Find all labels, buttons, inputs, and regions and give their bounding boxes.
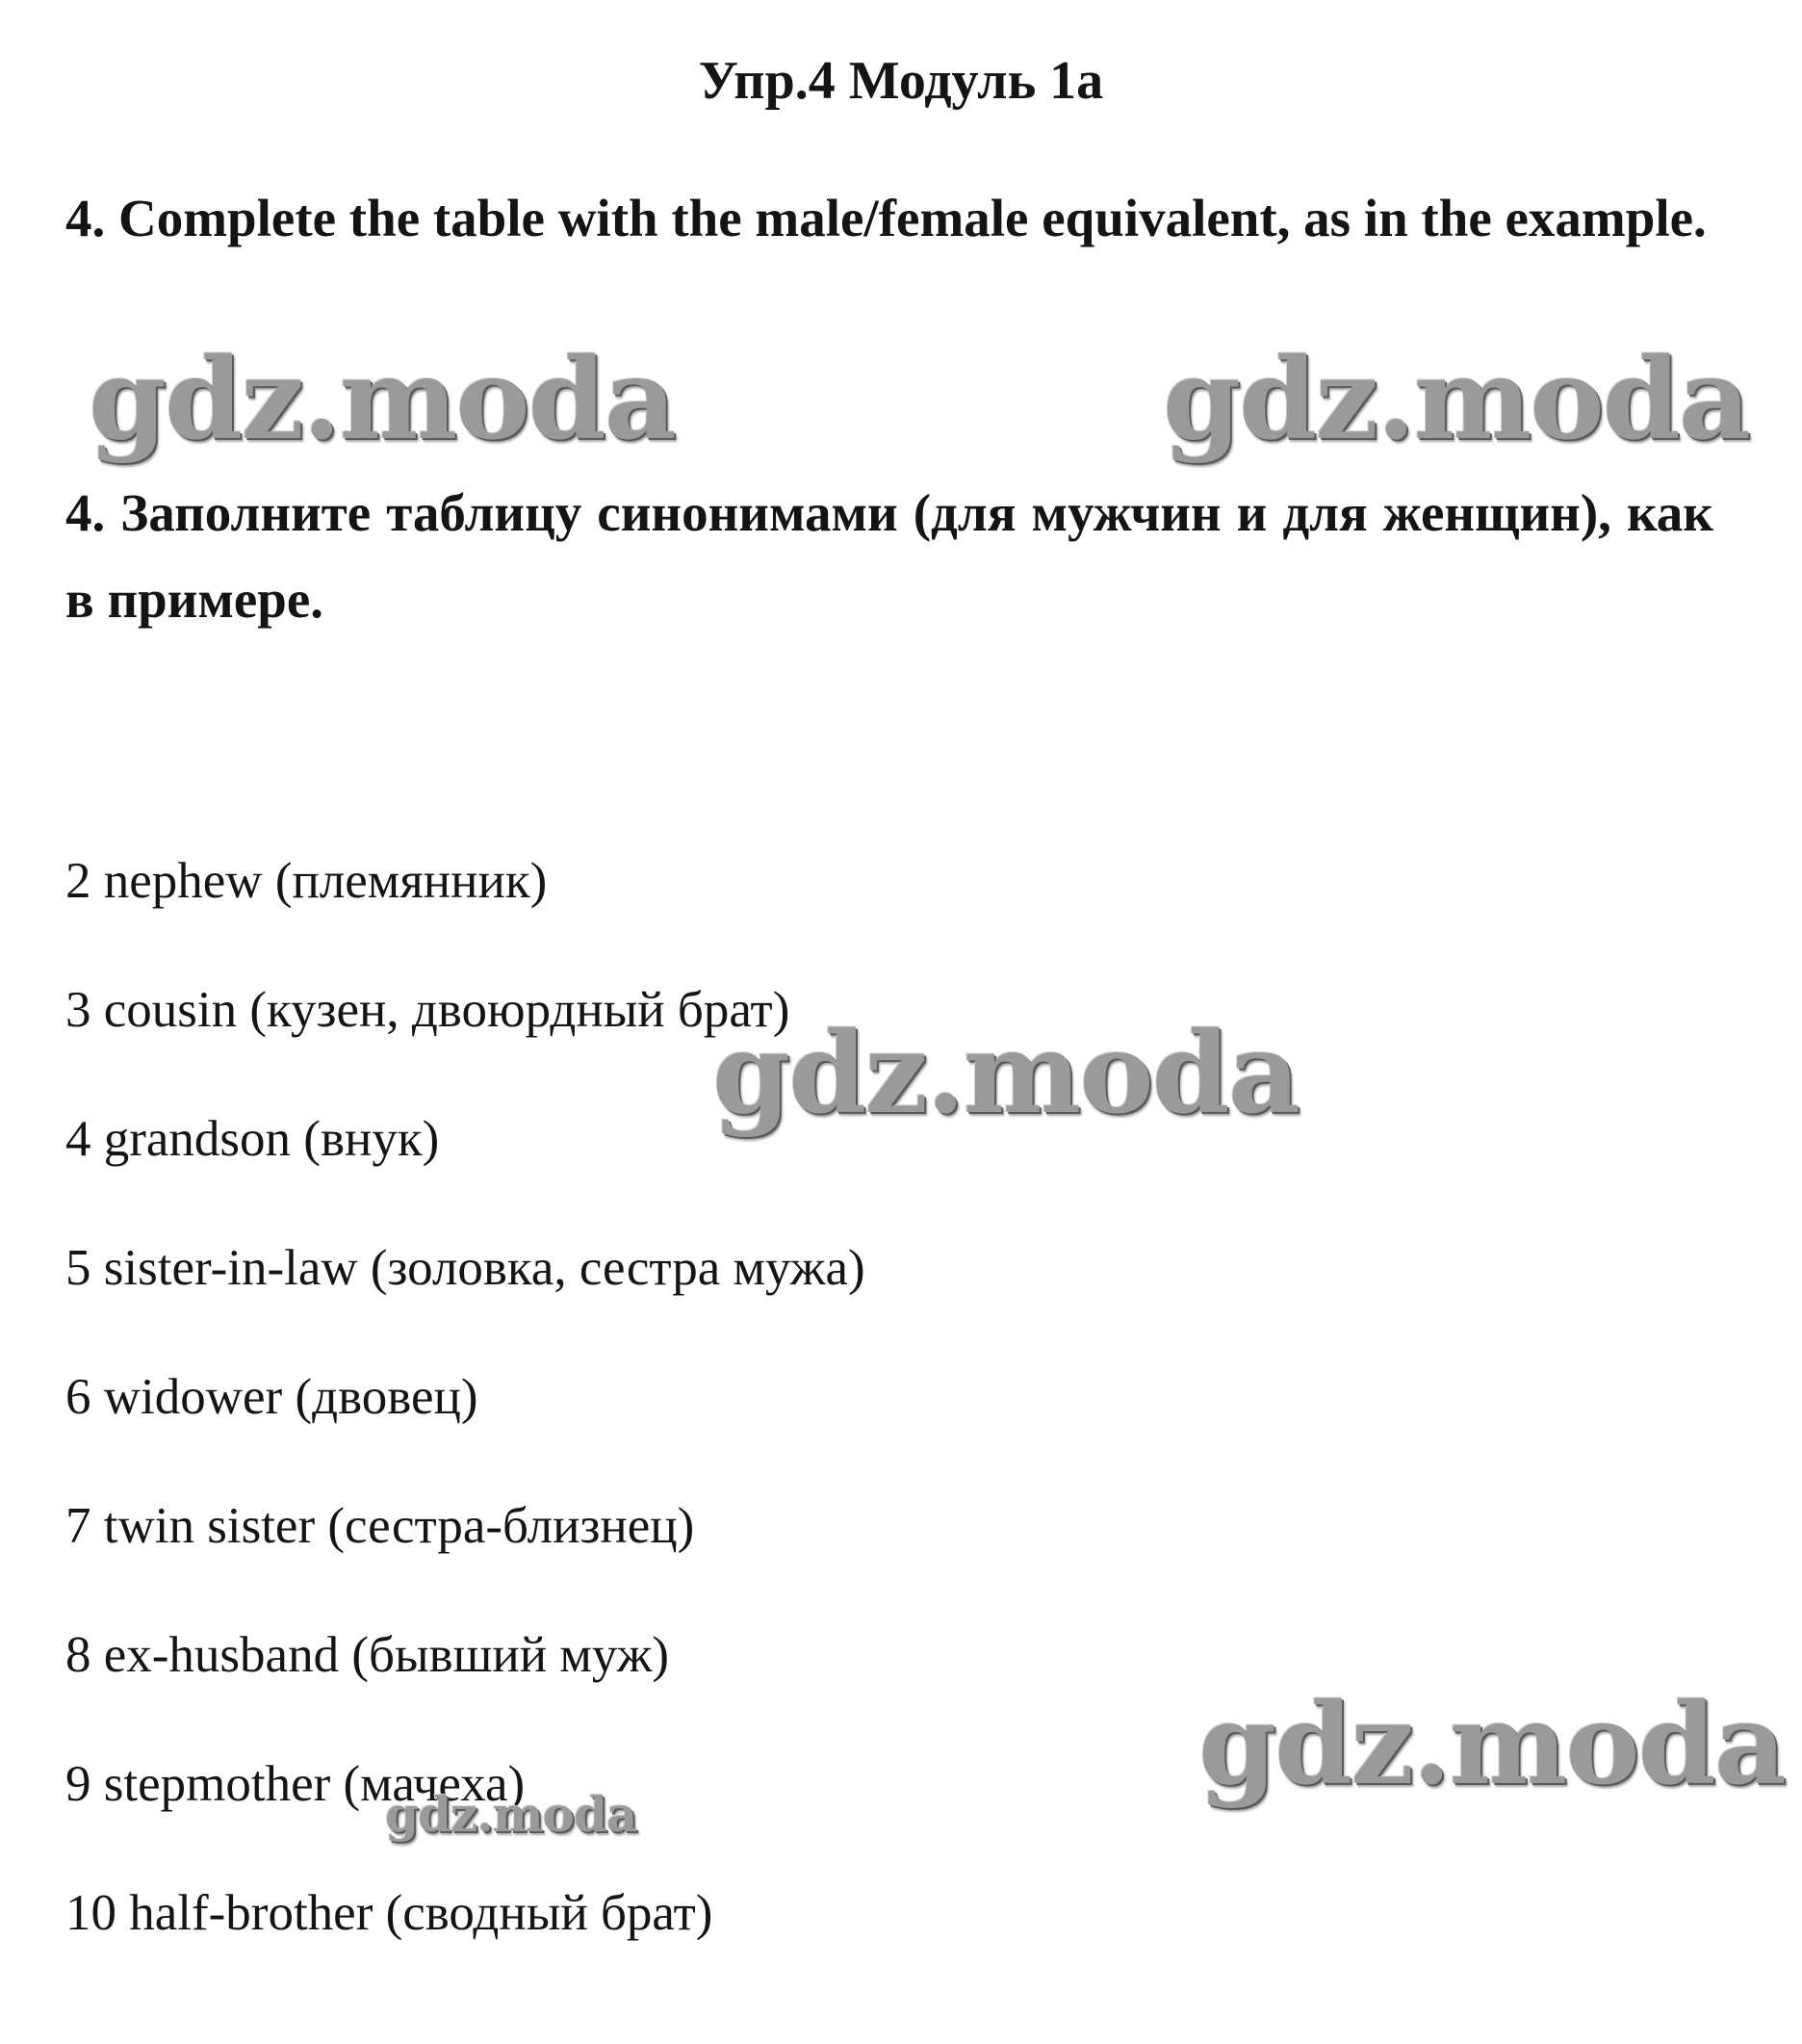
- watermark: gdz.moda: [1163, 334, 1749, 465]
- task-instruction-english: 4. Complete the table with the male/female equivalent, as in the example.: [65, 189, 1707, 247]
- answer-item: 2 nephew (племянник): [65, 853, 548, 909]
- answer-item: 9 stepmother (мачеха): [65, 1756, 526, 1812]
- watermark: gdz.moda: [89, 334, 675, 465]
- page-title: Упр.4 Модуль 1а: [698, 51, 1104, 111]
- answer-item: 6 widower (двовец): [65, 1369, 478, 1425]
- task-instruction-russian: 4. Заполните таблицу синонимами (для мужчин и для женщин), как в примере.: [65, 483, 1713, 629]
- answer-item: 4 grandson (внук): [65, 1111, 440, 1167]
- answer-item: 10 half-brother (сводный брат): [65, 1885, 713, 1941]
- answer-item: 8 ex-husband (бывший муж): [65, 1627, 669, 1683]
- watermark: gdz.moda: [1198, 1679, 1785, 1810]
- watermark: gdz.moda: [385, 1786, 637, 1843]
- answer-item: 7 twin sister (сестра-близнец): [65, 1498, 695, 1554]
- watermark: gdz.moda: [712, 1008, 1299, 1139]
- answer-item: 3 cousin (кузен, двоюрдный брат): [65, 982, 790, 1038]
- answer-item: 5 sister-in-law (золовка, сестра мужа): [65, 1240, 865, 1296]
